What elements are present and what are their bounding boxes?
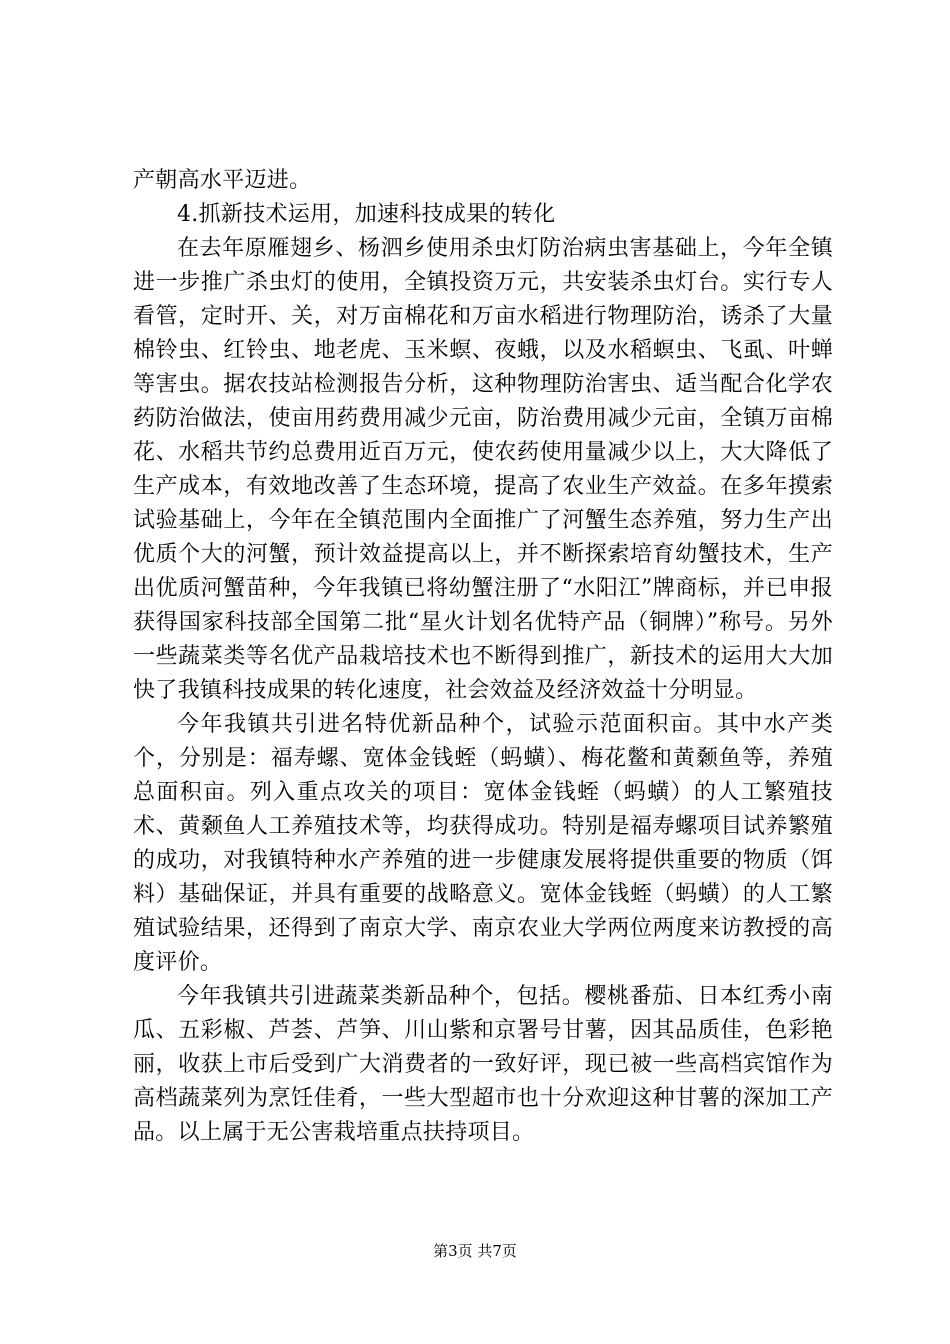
paragraph-insect-lamp: 在去年原雁翅乡、杨泗乡使用杀虫灯防治病虫害基础上，今年全镇进一步推广杀虫灯的使用，全镇投资万元，共安装杀虫灯台。实行专人看管，定时开、关，对万亩棉花和万亩水稻进行物理防治，诱杀了大量棉铃虫、红铃虫、地老虎、玉米螟、夜蛾，以及水稻螟虫、飞虱、叶蝉等害虫。据农技站检测报告分析，这种物理防治害虫、适当配合化学农药防治做法，使亩用药费用减少元亩，防治费用减少元亩，全镇万亩棉花、水稻共节约总费用近百万元，使农药使用量减少以上，大大降低了生产成本，有效地改善了生态环境，提高了农业生产效益。在多年摸索试验基础上，今年在全镇范围内全面推广了河蟹生态养殖，努力生产出优质个大的河蟹，预计效益提高以上，并不断探索培育幼蟹技术，生产出优质河蟹苗种，今年我镇已将幼蟹注册了“水阳江”牌商标，并已申报获得国家科技部全国第二批“星火计划名优特产品（铜牌）”称号。另外一些蔬菜类等名优产品栽培技术也不断得到推广，新技术的运用大大加快了我镇科技成果的转化速度，社会效益及经济效益十分明显。 (133, 236, 833, 703)
page-footer: 第3页 共7页 (433, 1242, 517, 1260)
paragraph-vegetable-varieties: 今年我镇共引进蔬菜类新品种个，包括。樱桃番茄、日本红秀小南瓜、五彩椒、芦荟、芦笋、川山紫和京署号甘薯，因其品质佳，色彩艳丽，收获上市后受到广大消费者的一致好评，现已被一些高档宾馆作为高档蔬菜列为烹饪佳肴，一些大型超市也十分欢迎这种甘薯的深加工产品。以上属于无公害栽培重点扶持项目。 (133, 984, 833, 1145)
paragraph-aquatic-varieties: 今年我镇共引进名特优新品种个，试验示范面积亩。其中水产类个，分别是：福寿螺、宽体金钱蛭（蚂蟥）、梅花鳖和黄颡鱼等，养殖总面积亩。列入重点攻关的项目：宽体金钱蛭（蚂蟥）的人工繁殖技术、黄颡鱼人工养殖技术等，均获得成功。特别是福寿螺项目试养繁殖的成功，对我镇特种水产养殖的进一步健康发展将提供重要的物质（饵料）基础保证，并具有重要的战略意义。宽体金钱蛭（蚂蟥）的人工繁殖试验结果，还得到了南京大学、南京农业大学两位两度来访教授的高度评价。 (133, 712, 833, 975)
document-body (133, 164, 833, 1150)
paragraph-continuation: 产朝高水平迈进。 (133, 168, 312, 193)
section-heading: 4.抓新技术运用，加速科技成果的转化 (177, 202, 556, 227)
